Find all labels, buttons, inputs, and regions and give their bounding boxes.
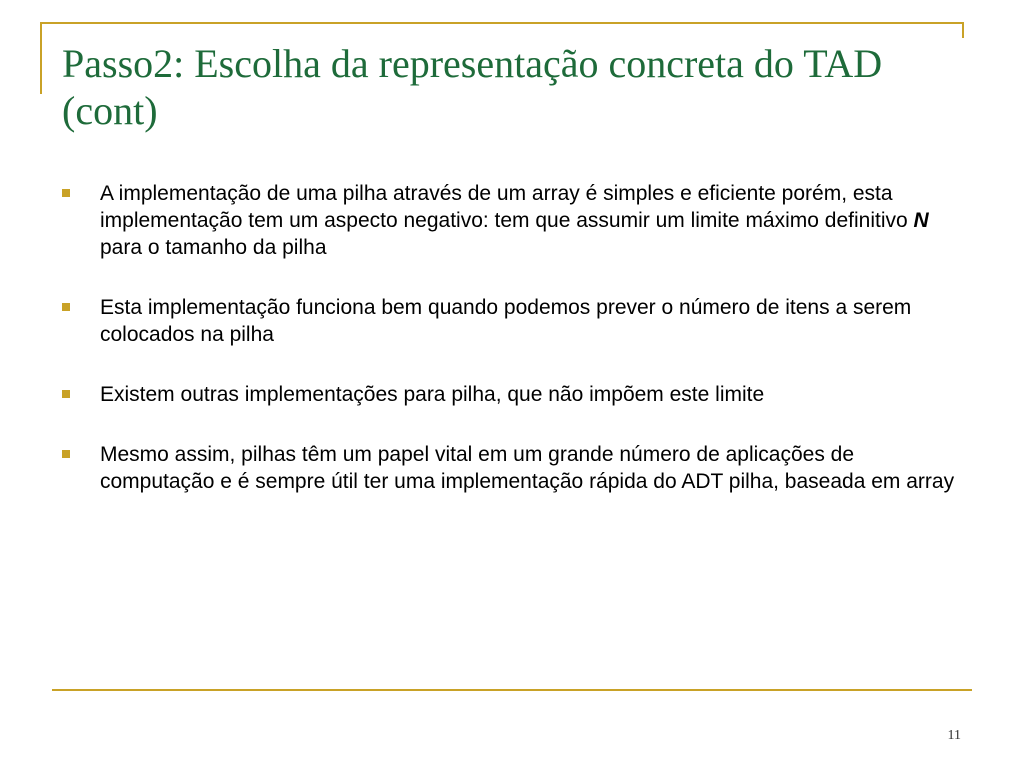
square-bullet-icon bbox=[62, 450, 70, 458]
bullet-item bbox=[62, 381, 972, 408]
slide-title: Passo2: Escolha da representação concreta do TAD (cont) bbox=[62, 41, 883, 133]
frame-left-border bbox=[40, 22, 42, 94]
frame-right-border bbox=[962, 22, 964, 38]
frame-top-border bbox=[40, 22, 964, 24]
bullet-text: Esta implementação funciona bem quando podemos prever o número de itens a serem colocados na pilha bbox=[100, 296, 912, 346]
square-bullet-icon bbox=[62, 189, 70, 197]
square-bullet-icon bbox=[62, 303, 70, 311]
bullet-text: para o tamanho da pilha bbox=[100, 236, 327, 259]
square-bullet-icon bbox=[62, 390, 70, 398]
bullet-text: Existem outras implementações para pilha, que não impõem este limite bbox=[100, 383, 765, 406]
page-number: 11 bbox=[947, 728, 961, 743]
footer-divider bbox=[52, 689, 972, 691]
bullet-list bbox=[62, 180, 972, 528]
bullet-item bbox=[62, 180, 972, 261]
bullet-item bbox=[62, 294, 972, 348]
bullet-text: A implementação de uma pilha através de um array é simples e eficiente porém, esta implementação tem um aspecto negativo: tem que assumir um limite máximo definitivo bbox=[100, 182, 914, 232]
bullet-item bbox=[62, 441, 972, 495]
bullet-text: Mesmo assim, pilhas têm um papel vital em um grande número de aplicações de computação e é sempre útil ter uma implementação rápida do ADT pilha, baseada em array bbox=[100, 443, 955, 493]
emphasis-text: N bbox=[913, 209, 929, 232]
